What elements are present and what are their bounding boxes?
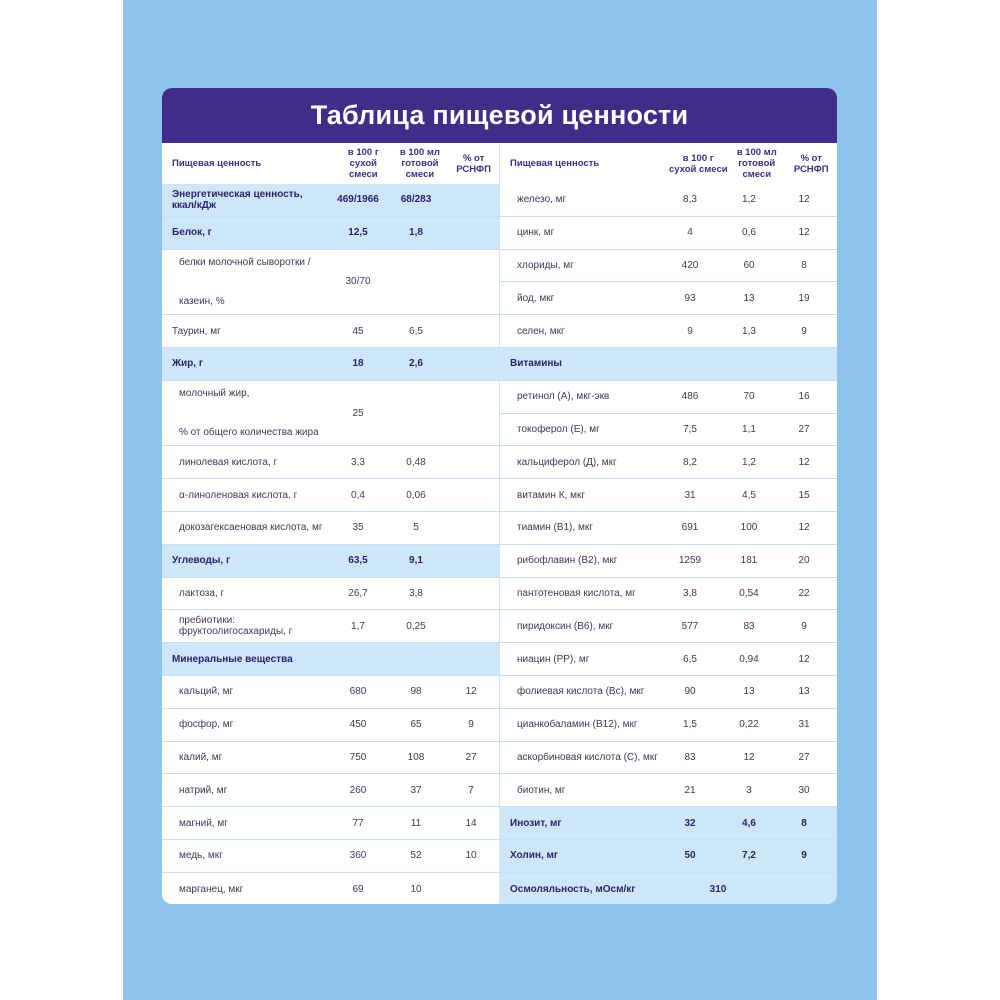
table-row [500,807,837,840]
row-label: тиамин (В1), мкг [517,522,593,534]
value-per100g: 18 [352,358,364,370]
row-label: пантотеновая кислота, мг [517,587,636,599]
value-percent: 10 [465,850,477,862]
table-row [500,315,837,348]
row-label: фолиевая кислота (Вс), мкг [517,686,645,698]
table-row [500,873,837,904]
value-per100ml: 0,25 [406,620,426,632]
value-per100g: 50 [684,850,696,862]
value-per100g: 77 [352,817,364,829]
header-percent: % от РСНФП [456,152,491,175]
value-per100ml: 60 [743,259,755,271]
value-percent: 9 [801,620,807,632]
table-row [162,348,499,381]
value-per100g: 21 [684,784,696,796]
value-percent: 27 [798,751,810,763]
table-row [500,610,837,643]
value-per100ml: 1,2 [742,194,756,206]
value-per100ml: 12 [743,751,755,763]
row-label: медь, мкг [179,850,223,862]
value-per100g: 469/1966 [337,194,379,206]
table-row [500,414,837,447]
row-label: кальций, мг [179,686,234,698]
table-row [500,217,837,250]
table-row [500,742,837,775]
value-percent: 15 [798,489,810,501]
row-label: Холин, мг [510,850,559,862]
table-row [162,315,499,348]
table-row [500,512,837,545]
row-label: фосфор, мг [179,719,234,731]
table-row [500,381,837,414]
value-per100ml: 68/283 [400,194,432,206]
value-per100g: 69 [352,883,364,895]
table-row [162,545,499,578]
value-percent: 12 [798,456,810,468]
value-per100ml: 4,5 [742,489,756,501]
table-row [162,446,499,479]
table-row [162,479,499,512]
value-per100ml: 70 [743,391,755,403]
table-row [162,578,499,611]
value-per100ml: 0,06 [406,489,426,501]
value-percent: 16 [798,391,810,403]
value-per100g: 45 [352,325,364,337]
table-row [162,643,499,676]
value-per100ml: 83 [743,620,755,632]
value-per100g: 93 [684,292,696,304]
value-per100g: 9 [687,325,693,337]
value-per100ml: 4,6 [742,817,756,829]
row-label: марганец, мкг [179,883,244,895]
value-per100ml: 5 [413,522,419,534]
row-label: токоферол (Е), мг [517,423,600,435]
value-per100g: 450 [349,719,367,731]
row-label: пребиотики: фруктоолигосахариды, г [179,615,293,638]
value-per100ml: 98 [410,686,422,698]
value-percent: 9 [468,719,474,731]
value-per100ml: 3,8 [409,587,423,599]
table-columns [162,143,837,904]
table-row [500,676,837,709]
value-per100ml: 52 [410,850,422,862]
table-row [500,348,837,381]
value-per100ml: 6,5 [409,325,423,337]
row-label: линолевая кислота, г [179,456,278,468]
right-header [500,143,837,184]
table-row [162,250,499,316]
row-label: пиридоксин (В6), мкг [517,620,614,632]
value-per100g: 32 [684,817,696,829]
value-per100g: 90 [684,686,696,698]
value-percent: 12 [798,227,810,239]
value-percent: 27 [798,423,810,435]
row-label: Инозит, мг [510,817,562,829]
value-per100g: 486 [681,391,699,403]
row-label: Энергетическая ценность, ккал/кДж [172,188,303,211]
row-label: молочный жир, % от общего количества жира [179,388,319,439]
value-per100ml: 11 [410,817,422,829]
header-name: Пищевая ценность [510,158,600,169]
table-row [500,184,837,217]
table-row [500,250,837,283]
row-label: селен, мкг [517,325,565,337]
table-row [500,643,837,676]
row-label: α-линоленовая кислота, г [179,489,298,501]
table-row [162,840,499,873]
value-per100g: 25 [352,407,364,419]
value-per100g: 750 [349,751,367,763]
value-per100ml: 1,1 [742,423,756,435]
nutrition-table-card [162,88,837,904]
value-percent: 30 [798,784,810,796]
value-percent: 20 [798,555,810,567]
row-label: железо, мг [517,194,567,206]
value-percent: 8 [801,259,807,271]
table-title: Таблица пищевой ценности [162,88,837,143]
value-percent: 7 [468,784,474,796]
value-per100g: 30/70 [345,276,371,288]
value-per100g: 12,5 [348,227,368,239]
value-per100ml: 7,2 [742,850,756,862]
row-label: калий, мг [179,751,223,763]
row-label: хлориды, мг [517,259,574,271]
value-percent: 8 [801,817,807,829]
right-column [499,143,837,904]
value-per100ml: 100 [740,522,758,534]
value-percent: 12 [798,194,810,206]
header-per100ml: в 100 мл готовой смеси [736,147,777,180]
value-per100ml: 0,6 [742,227,756,239]
header-per100ml: в 100 мл готовой смеси [399,147,440,180]
left-column [162,143,499,904]
value-per100ml: 1,2 [742,456,756,468]
row-label: Жир, г [172,358,204,370]
value-per100ml: 1,3 [742,325,756,337]
row-label: белки молочной сыворотки / казеин, % [179,256,311,307]
value-per100g: 680 [349,686,367,698]
row-label: кальциферол (Д), мкг [517,456,617,468]
table-row [162,381,499,447]
value-per100ml: 2,6 [409,358,423,370]
value-percent: 13 [798,686,810,698]
value-percent: 9 [801,850,807,862]
table-row [500,282,837,315]
value-per100ml: 0,22 [739,719,759,731]
table-row [500,545,837,578]
value-per100g: 63,5 [348,555,368,567]
value-per100g: 0,4 [351,489,365,501]
table-row [162,512,499,545]
value-percent: 27 [465,751,477,763]
table-row [162,807,499,840]
row-label: магний, мг [179,817,228,829]
table-row [162,184,499,217]
value-per100g: 577 [681,620,699,632]
left-header [162,143,499,184]
value-per100g: 1,5 [683,719,697,731]
row-label: ниацин (РР), мг [517,653,590,665]
value-per100ml: 3 [746,784,752,796]
row-label: йод, мкг [517,292,555,304]
value-per100ml: 0,54 [739,587,759,599]
row-label: натрий, мг [179,784,228,796]
table-row [500,578,837,611]
value-per100g: 691 [681,522,699,534]
table-row [500,774,837,807]
value-per100g: 360 [349,850,367,862]
value-percent: 14 [465,817,477,829]
value-per100g: 7,5 [683,423,697,435]
row-label: докозагексаеновая кислота, мг [179,522,323,534]
value-per100g: 31 [684,489,696,501]
value-per100g: 8,2 [683,456,697,468]
value-per100g: 260 [349,784,367,796]
row-label: Углеводы, г [172,555,231,567]
row-label: витамин К, мкг [517,489,585,501]
table-row [500,840,837,873]
value-per100ml: 13 [743,292,755,304]
header-per100g: в 100 г сухой смеси [668,152,728,175]
value-per100g: 6,5 [683,653,697,665]
value-per100ml: 1,8 [409,227,423,239]
row-label: ретинол (А), мкг-экв [517,391,610,403]
table-row [162,217,499,250]
value-per100g: 8,3 [683,194,697,206]
table-row [162,709,499,742]
value-per100g: 1259 [678,555,702,567]
row-label: Осмоляльность, мОсм/кг [510,883,636,895]
header-percent: % от РСНФП [793,152,829,175]
row-label: Минеральные вещества [172,653,293,665]
value-per100ml: 9,1 [409,555,423,567]
value-per100g: 1,7 [351,620,365,632]
row-label: рибофлавин (В2), мкг [517,555,618,567]
value-percent: 31 [798,719,810,731]
row-label: цианкобаламин (В12), мкг [517,719,638,731]
table-row [500,479,837,512]
row-label: биотин, мг [517,784,566,796]
row-label: Белок, г [172,227,212,239]
value-per100ml: 13 [743,686,755,698]
value-osmolality: 310 [709,883,727,895]
value-per100ml: 65 [410,719,422,731]
table-row [500,446,837,479]
header-per100g: в 100 г сухой смеси [347,147,379,180]
value-per100ml: 0,48 [406,456,426,468]
value-per100g: 83 [684,751,696,763]
table-row [162,676,499,709]
value-percent: 12 [798,522,810,534]
row-label: цинк, мг [517,227,555,239]
row-label: Таурин, мг [172,325,221,337]
value-per100ml: 181 [740,555,758,567]
value-percent: 9 [801,325,807,337]
row-label: лактоза, г [179,587,225,599]
value-percent: 12 [798,653,810,665]
value-per100ml: 0,94 [739,653,759,665]
value-percent: 22 [798,587,810,599]
row-label: Витамины [510,358,562,370]
row-label: аскорбиновая кислота (С), мкг [517,751,658,763]
table-row [162,610,499,643]
value-per100g: 3,3 [351,456,365,468]
value-per100g: 4 [687,227,693,239]
header-name: Пищевая ценность [172,158,262,169]
value-per100ml: 108 [407,751,425,763]
value-percent: 19 [798,292,810,304]
table-row [500,709,837,742]
value-per100g: 35 [352,522,364,534]
value-per100ml: 37 [410,784,422,796]
value-per100g: 3,8 [683,587,697,599]
value-per100g: 26,7 [348,587,368,599]
table-row [162,742,499,775]
table-row [162,774,499,807]
value-per100ml: 10 [410,883,422,895]
value-percent: 12 [465,686,477,698]
value-per100g: 420 [681,259,699,271]
table-row [162,873,499,904]
